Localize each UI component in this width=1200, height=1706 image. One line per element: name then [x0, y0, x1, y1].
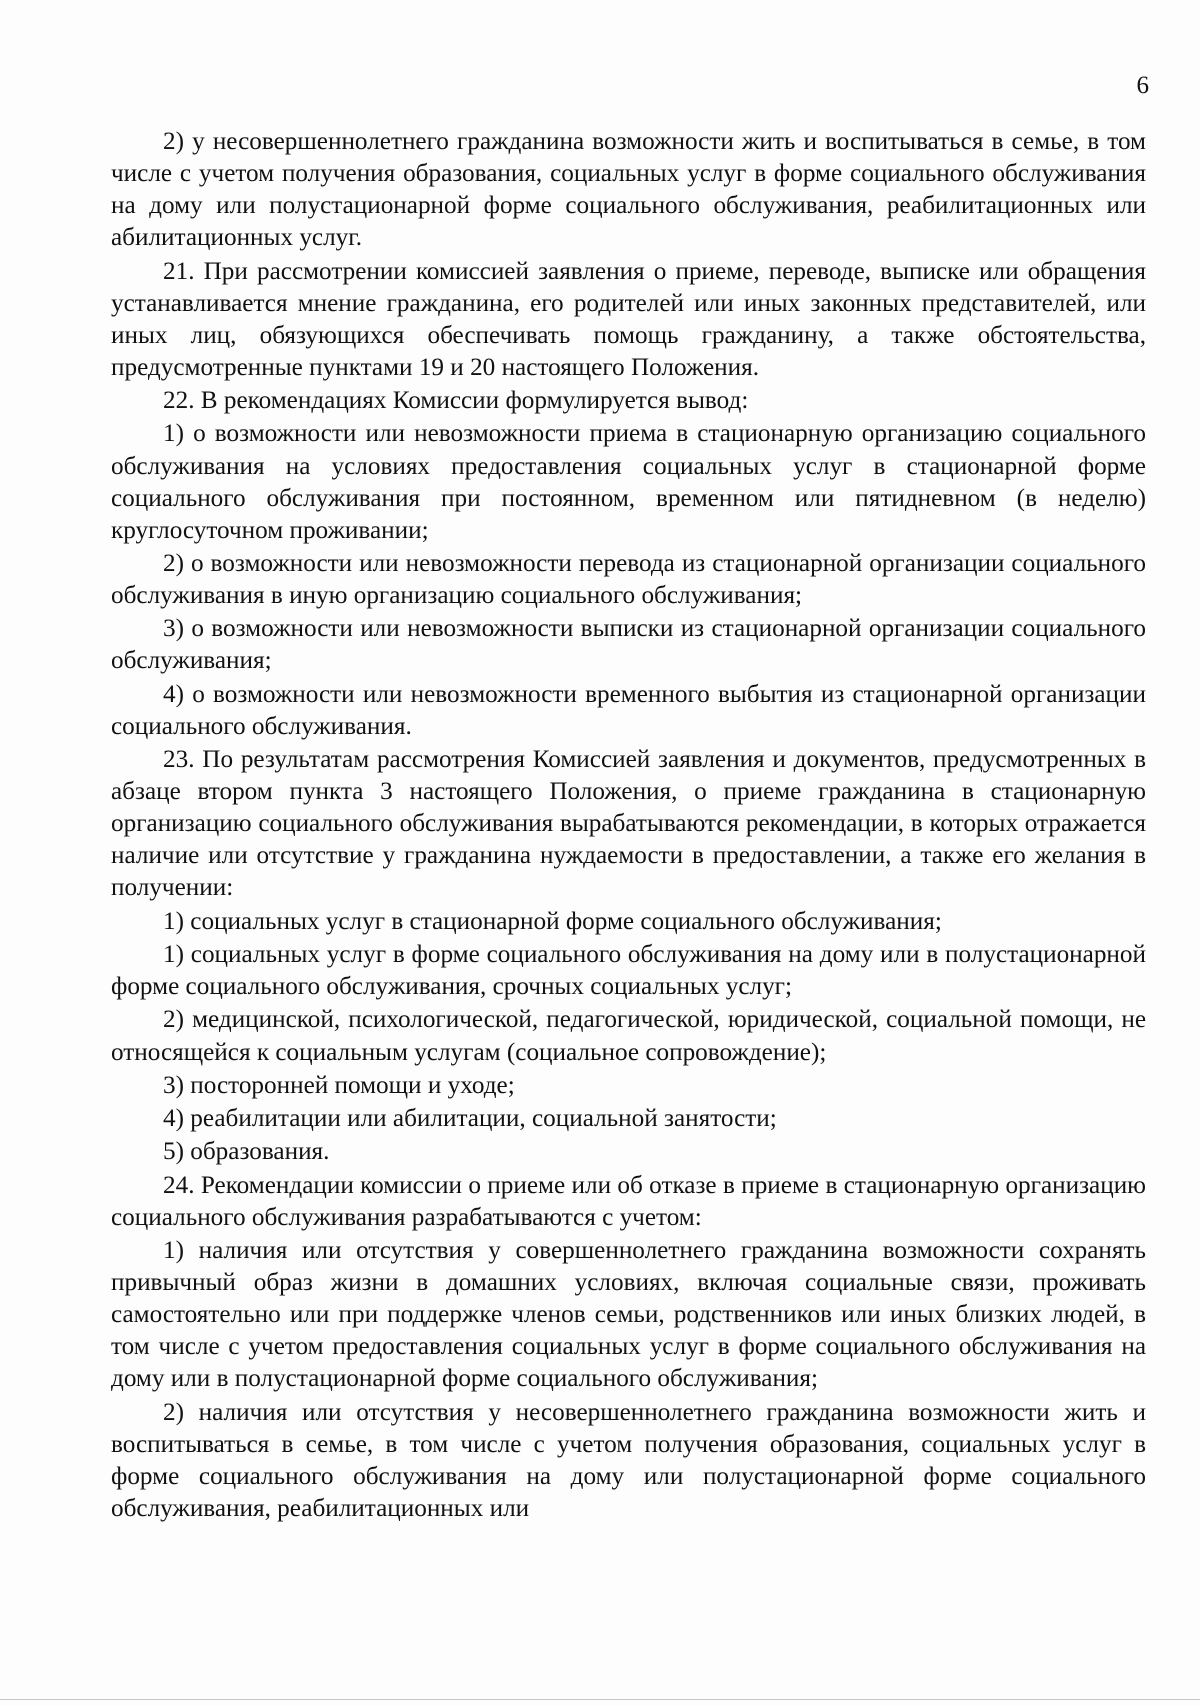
- page-bottom-edge: [0, 1699, 1200, 1700]
- paragraph: 5) образования.: [163, 1138, 330, 1166]
- paragraph: 23. По результатам рассмотрения Комиссией заявления и документов, предусмотренных в абзаце втором пункта 3 настоящего Положения, о приеме гражданина в стационарную организацию социального обслуживания вырабатываются рекомендации, в которых отражается наличие или отсутствие у гражданина нуждаемости в предоставлении, а также его желания в получении:: [111, 746, 1146, 902]
- paragraph: 1) социальных услуг в стационарной форме социального обслуживания;: [163, 907, 942, 935]
- paragraph: 1) социальных услуг в форме социального обслуживания на дому или в полустационарной форме социального обслуживания, срочных социальных услуг;: [111, 941, 1146, 1001]
- paragraph: 4) реабилитации или абилитации, социальной занятости;: [163, 1105, 777, 1133]
- paragraph: 2) наличия или отсутствия у несовершеннолетнего гражданина возможности жить и воспитываться в семье, в том числе с учетом получения образования, социальных услуг в форме социального обслуживания на дому или полустационарной форме социального обслуживания, реабилитационных или: [111, 1398, 1146, 1522]
- paragraph: 1) о возможности или невозможности приема в стационарную организацию социального обслуживания на условиях предоставления социальных услуг в стационарной форме социального обслуживания при постоянном, временном или пятидневном (в неделю) круглосуточном проживании;: [111, 420, 1146, 544]
- paragraph: 22. В рекомендациях Комиссии формулируется вывод:: [163, 387, 749, 415]
- paragraph: 3) о возможности или невозможности выписки из стационарной организации социального обслуживания;: [111, 615, 1146, 675]
- document-body: [111, 126, 1146, 1526]
- paragraph: 3) посторонней помощи и уходе;: [163, 1071, 515, 1099]
- paragraph: 2) медицинской, психологической, педагогической, юридической, социальной помощи, не относящейся к социальным услугам (социальное сопровождение);: [111, 1006, 1146, 1066]
- paragraph: 21. При рассмотрении комиссией заявления о приеме, переводе, выписке или обращения устанавливается мнение гражданина, его родителей или иных законных представителей, или иных лиц, обязующихся обеспечивать помощь гражданину, а также обстоятельства, предусмотренные пунктами 19 и 20 настоящего Положения.: [111, 257, 1146, 381]
- paragraph: 1) наличия или отсутствия у совершеннолетнего гражданина возможности сохранять привычный образ жизни в домашних условиях, включая социальные связи, проживать самостоятельно или при поддержке членов семьи, родственников или иных близких людей, в том числе с учетом предоставления социальных услуг в форме социального обслуживания на дому или в полустационарной форме социального обслуживания;: [111, 1237, 1146, 1393]
- paragraph: 24. Рекомендации комиссии о приеме или об отказе в приеме в стационарную организацию социального обслуживания разрабатываются с учетом:: [111, 1171, 1146, 1231]
- page-number: 6: [1136, 72, 1149, 99]
- paragraph: 2) о возможности или невозможности перевода из стационарной организации социального обслуживания в иную организацию социального обслуживания;: [111, 549, 1146, 610]
- paragraph: 4) о возможности или невозможности временного выбытия из стационарной организации социального обслуживания.: [111, 680, 1146, 740]
- paragraph: 2) у несовершеннолетнего гражданина возможности жить и воспитываться в семье, в том числе с учетом получения образования, социальных услуг в форме социального обслуживания на дому или полустационарной форме социального обслуживания, реабилитационных или абилитационных услуг.: [111, 128, 1146, 252]
